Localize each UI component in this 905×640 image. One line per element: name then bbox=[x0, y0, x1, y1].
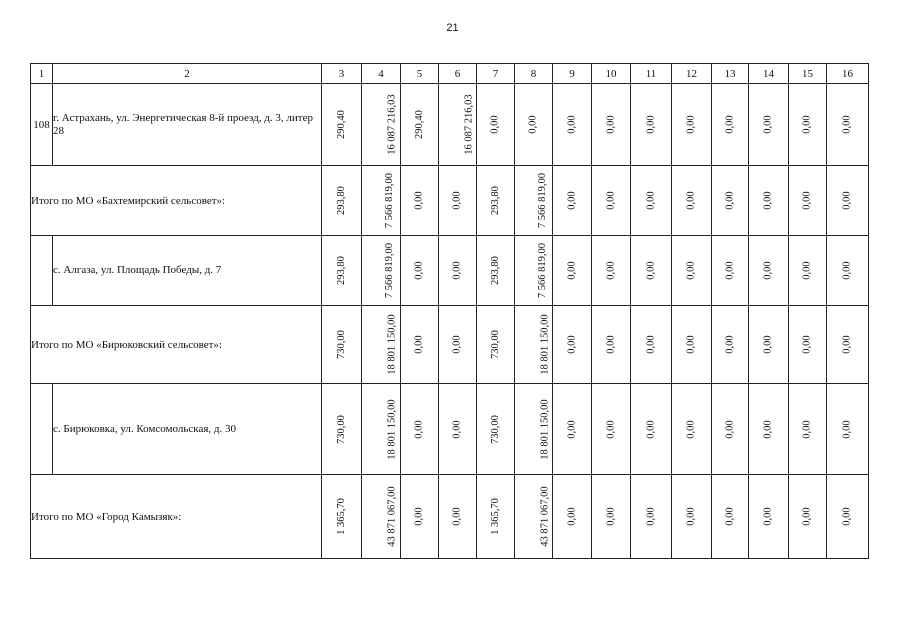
value-cell bbox=[712, 384, 749, 475]
value-cell bbox=[553, 306, 592, 384]
row-number: 108 bbox=[31, 84, 53, 166]
value-text: 293,80 bbox=[336, 256, 347, 285]
value-cell bbox=[477, 236, 515, 306]
value-text: 0,00 bbox=[452, 335, 463, 354]
value-text: 0,00 bbox=[414, 335, 425, 354]
value-cell bbox=[631, 384, 672, 475]
value-cell bbox=[401, 84, 439, 166]
value-cell bbox=[672, 306, 712, 384]
value-text: 18 801 150,00 bbox=[386, 398, 398, 460]
value-text: 0,00 bbox=[763, 115, 774, 134]
address-cell: с. Алгаза, ул. Площадь Победы, д. 7 bbox=[53, 236, 322, 306]
value-cell bbox=[749, 475, 789, 559]
value-text: 0,00 bbox=[452, 191, 463, 210]
address-cell: с. Бирюковка, ул. Комсомольская, д. 30 bbox=[53, 384, 322, 475]
value-text: 0,00 bbox=[686, 335, 697, 354]
value-cell bbox=[553, 236, 592, 306]
value-text: 0,00 bbox=[802, 191, 813, 210]
value-text: 0,00 bbox=[842, 191, 853, 210]
value-text: 0,00 bbox=[802, 507, 813, 526]
value-text: 0,00 bbox=[605, 419, 617, 439]
value-text: 0,00 bbox=[566, 335, 578, 354]
value-cell bbox=[515, 166, 553, 236]
value-cell bbox=[362, 306, 401, 384]
value-text: 0,00 bbox=[724, 335, 736, 354]
column-header-16: 16 bbox=[827, 64, 869, 84]
value-cell bbox=[553, 166, 592, 236]
column-header-7: 7 bbox=[477, 64, 515, 84]
value-text: 0,00 bbox=[414, 191, 425, 210]
value-cell bbox=[439, 166, 477, 236]
column-header-9: 9 bbox=[553, 64, 592, 84]
column-header-2: 2 bbox=[53, 64, 322, 84]
value-cell bbox=[592, 384, 631, 475]
value-text: 0,00 bbox=[802, 115, 813, 134]
value-cell bbox=[672, 84, 712, 166]
value-cell bbox=[515, 306, 553, 384]
page-number: 21 bbox=[446, 22, 459, 34]
value-cell bbox=[362, 384, 401, 475]
value-cell bbox=[827, 306, 869, 384]
value-text: 0,00 bbox=[842, 507, 853, 526]
value-text: 0,00 bbox=[605, 507, 617, 526]
value-cell bbox=[672, 475, 712, 559]
value-cell bbox=[827, 84, 869, 166]
value-text: 0,00 bbox=[645, 335, 657, 354]
value-cell bbox=[712, 236, 749, 306]
column-header-15: 15 bbox=[789, 64, 827, 84]
value-text: 0,00 bbox=[605, 335, 617, 354]
value-text: 18 801 150,00 bbox=[539, 398, 551, 460]
value-cell bbox=[439, 306, 477, 384]
value-text: 0,00 bbox=[414, 507, 425, 526]
value-cell bbox=[401, 166, 439, 236]
value-text: 0,00 bbox=[842, 335, 853, 354]
value-text: 1 365,70 bbox=[336, 498, 347, 535]
value-cell bbox=[362, 236, 401, 306]
value-cell bbox=[439, 84, 477, 166]
value-cell bbox=[749, 306, 789, 384]
value-cell bbox=[592, 84, 631, 166]
value-cell bbox=[515, 236, 553, 306]
value-cell bbox=[401, 475, 439, 559]
value-cell bbox=[592, 236, 631, 306]
column-header-12: 12 bbox=[672, 64, 712, 84]
value-text: 0,00 bbox=[645, 261, 657, 280]
value-text: 0,00 bbox=[414, 419, 425, 439]
total-label: Итого по МО «Город Камызяк»: bbox=[31, 475, 322, 559]
value-cell bbox=[515, 84, 553, 166]
value-cell bbox=[553, 84, 592, 166]
value-text: 730,00 bbox=[336, 414, 347, 444]
value-cell bbox=[789, 236, 827, 306]
value-text: 0,00 bbox=[802, 261, 813, 280]
value-cell bbox=[789, 166, 827, 236]
value-text: 0,00 bbox=[528, 115, 539, 134]
value-cell bbox=[749, 166, 789, 236]
table-row bbox=[31, 236, 869, 306]
table-row bbox=[31, 84, 869, 166]
total-row bbox=[31, 166, 869, 236]
value-text: 43 871 067,00 bbox=[386, 486, 398, 547]
value-cell bbox=[401, 384, 439, 475]
value-cell bbox=[827, 384, 869, 475]
value-cell bbox=[631, 475, 672, 559]
value-cell bbox=[712, 475, 749, 559]
value-text: 0,00 bbox=[724, 261, 736, 280]
value-text: 18 801 150,00 bbox=[386, 314, 398, 375]
value-cell bbox=[827, 236, 869, 306]
table-row bbox=[31, 384, 869, 475]
value-text: 0,00 bbox=[645, 191, 657, 210]
value-cell bbox=[631, 84, 672, 166]
value-text: 0,00 bbox=[605, 261, 617, 280]
value-cell bbox=[672, 166, 712, 236]
value-text: 290,40 bbox=[336, 110, 347, 139]
value-cell bbox=[631, 166, 672, 236]
value-text: 290,40 bbox=[414, 110, 425, 139]
value-text: 0,00 bbox=[842, 261, 853, 280]
value-cell bbox=[515, 384, 553, 475]
value-cell bbox=[789, 306, 827, 384]
value-cell bbox=[322, 475, 362, 559]
value-text: 0,00 bbox=[724, 419, 736, 439]
value-cell bbox=[401, 306, 439, 384]
value-text: 0,00 bbox=[414, 261, 425, 280]
value-text: 0,00 bbox=[724, 507, 736, 526]
value-cell bbox=[477, 475, 515, 559]
value-cell bbox=[749, 84, 789, 166]
value-text: 0,00 bbox=[686, 507, 697, 526]
total-label: Итого по МО «Бирюковский сельсовет»: bbox=[31, 306, 322, 384]
value-text: 0,00 bbox=[566, 191, 578, 210]
value-text: 16 087 216,03 bbox=[386, 94, 398, 155]
value-cell bbox=[322, 166, 362, 236]
value-text: 7 566 819,00 bbox=[384, 242, 396, 299]
row-number bbox=[31, 384, 53, 475]
value-text: 0,00 bbox=[452, 261, 463, 280]
value-cell bbox=[477, 306, 515, 384]
value-cell bbox=[439, 384, 477, 475]
column-header-5: 5 bbox=[401, 64, 439, 84]
value-cell bbox=[712, 306, 749, 384]
value-text: 293,80 bbox=[336, 186, 347, 215]
value-text: 0,00 bbox=[686, 191, 697, 210]
value-text: 0,00 bbox=[763, 335, 774, 354]
value-text: 0,00 bbox=[605, 191, 617, 210]
value-cell bbox=[401, 236, 439, 306]
column-header-10: 10 bbox=[592, 64, 631, 84]
header-row bbox=[31, 64, 869, 84]
column-header-11: 11 bbox=[631, 64, 672, 84]
column-header-1: 1 bbox=[31, 64, 53, 84]
value-text: 0,00 bbox=[842, 419, 853, 439]
value-text: 0,00 bbox=[566, 261, 578, 280]
value-cell bbox=[789, 384, 827, 475]
value-text: 0,00 bbox=[566, 115, 578, 134]
value-text: 0,00 bbox=[724, 115, 736, 134]
value-text: 0,00 bbox=[724, 191, 736, 210]
data-table bbox=[30, 63, 869, 559]
value-text: 0,00 bbox=[452, 507, 463, 526]
value-cell bbox=[789, 84, 827, 166]
value-text: 0,00 bbox=[763, 507, 774, 526]
value-cell bbox=[749, 236, 789, 306]
value-cell bbox=[712, 84, 749, 166]
total-row bbox=[31, 306, 869, 384]
value-text: 0,00 bbox=[566, 507, 578, 526]
value-cell bbox=[553, 475, 592, 559]
value-text: 0,00 bbox=[645, 507, 657, 526]
value-text: 0,00 bbox=[763, 261, 774, 280]
value-text: 730,00 bbox=[336, 330, 347, 359]
value-text: 1 365,70 bbox=[490, 498, 501, 535]
value-cell bbox=[592, 306, 631, 384]
row-number bbox=[31, 236, 53, 306]
value-cell bbox=[592, 166, 631, 236]
value-cell bbox=[439, 236, 477, 306]
value-cell bbox=[477, 84, 515, 166]
value-cell bbox=[515, 475, 553, 559]
value-text: 730,00 bbox=[490, 414, 501, 444]
value-cell bbox=[362, 166, 401, 236]
value-cell bbox=[362, 475, 401, 559]
value-cell bbox=[827, 166, 869, 236]
value-cell bbox=[789, 475, 827, 559]
value-cell bbox=[362, 84, 401, 166]
value-text: 0,00 bbox=[566, 419, 578, 439]
value-text: 0,00 bbox=[763, 419, 774, 439]
value-text: 0,00 bbox=[452, 419, 463, 439]
value-text: 0,00 bbox=[645, 419, 657, 439]
value-cell bbox=[322, 306, 362, 384]
value-cell bbox=[477, 384, 515, 475]
value-text: 0,00 bbox=[802, 335, 813, 354]
value-text: 0,00 bbox=[686, 115, 697, 134]
value-text: 293,80 bbox=[490, 256, 501, 285]
value-text: 0,00 bbox=[842, 115, 853, 134]
column-header-6: 6 bbox=[439, 64, 477, 84]
value-text: 0,00 bbox=[686, 419, 697, 439]
value-cell bbox=[322, 384, 362, 475]
value-text: 0,00 bbox=[605, 115, 617, 134]
column-header-4: 4 bbox=[362, 64, 401, 84]
value-text: 730,00 bbox=[490, 330, 501, 359]
value-text: 0,00 bbox=[686, 261, 697, 280]
value-cell bbox=[672, 384, 712, 475]
value-text: 7 566 819,00 bbox=[537, 242, 549, 299]
value-cell bbox=[712, 166, 749, 236]
total-row bbox=[31, 475, 869, 559]
value-text: 0,00 bbox=[490, 115, 501, 134]
value-cell bbox=[322, 236, 362, 306]
column-header-8: 8 bbox=[515, 64, 553, 84]
value-cell bbox=[439, 475, 477, 559]
value-text: 0,00 bbox=[645, 115, 657, 134]
value-cell bbox=[477, 166, 515, 236]
value-text: 293,80 bbox=[490, 186, 501, 215]
value-cell bbox=[749, 384, 789, 475]
value-text: 0,00 bbox=[763, 191, 774, 210]
value-text: 43 871 067,00 bbox=[539, 486, 551, 547]
value-cell bbox=[827, 475, 869, 559]
value-cell bbox=[592, 475, 631, 559]
column-header-3: 3 bbox=[322, 64, 362, 84]
address-cell: г. Астрахань, ул. Энергетическая 8-й проезд, д. 3, литер 28 bbox=[53, 84, 322, 166]
column-header-13: 13 bbox=[712, 64, 749, 84]
value-cell bbox=[631, 306, 672, 384]
column-header-14: 14 bbox=[749, 64, 789, 84]
value-text: 18 801 150,00 bbox=[539, 314, 551, 375]
value-cell bbox=[553, 384, 592, 475]
total-label: Итого по МО «Бахтемирский сельсовет»: bbox=[31, 166, 322, 236]
value-cell bbox=[322, 84, 362, 166]
value-text: 16 087 216,03 bbox=[463, 94, 475, 155]
value-text: 0,00 bbox=[802, 419, 813, 439]
value-text: 7 566 819,00 bbox=[537, 172, 549, 229]
value-cell bbox=[631, 236, 672, 306]
value-cell bbox=[672, 236, 712, 306]
value-text: 7 566 819,00 bbox=[384, 172, 396, 229]
table-body bbox=[31, 84, 869, 559]
